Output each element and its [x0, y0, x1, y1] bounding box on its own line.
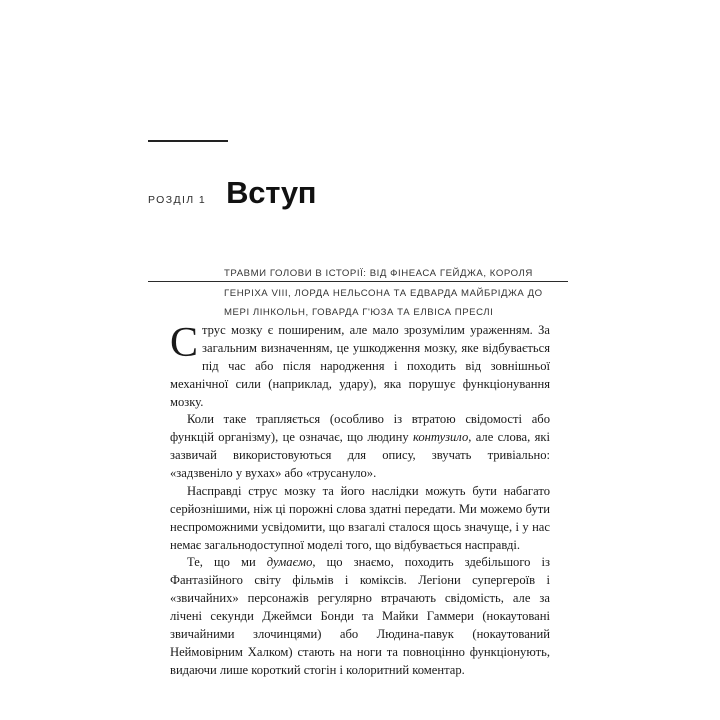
chapter-title-row — [148, 156, 568, 230]
paragraph-1-text: трус мозку є поширеним, але мало зрозумілим ураженням. За загальним визначенням, це ушкодження мозку, яке відбувається під час або після народження і походить від зовнішньої механічної сили (наприклад, удару), яка порушує функціонування мозку. — [170, 323, 550, 409]
chapter-number-label: РОЗДІЛ 1 — [148, 193, 207, 206]
paragraph-3: Насправді струс мозку та його наслідки можуть бути набагато серйознішими, ніж ці порожні слова здатні передати. Ми можемо бути неспроможними усвідомити, що взагалі сталося щось значуще, і у нас немає загальнодоступної моделі того, що відбувається насправді. — [170, 483, 550, 552]
header-bottom-rule — [148, 281, 568, 282]
emphasis: контузило — [412, 430, 469, 445]
paragraph-1 — [170, 322, 550, 411]
body-text — [170, 322, 550, 680]
emphasis: думаємо — [266, 555, 313, 570]
chapter-header — [148, 140, 568, 323]
chapter-subtitle: ТРАВМИ ГОЛОВИ В ІСТОРІЇ: ВІД ФІНЕАСА ГЕЙДЖА, КОРОЛЯ ГЕНРІХА VIII, ЛОРДА НЕЛЬСОНА ТА ЕДВАРДА МАЙБРІДЖА ДО МЕРІ ЛІНКОЛЬН, ГОВАРДА Г'ЮЗА ТА ЕЛВІСА ПРЕСЛІ — [224, 268, 543, 319]
drop-cap: С — [170, 320, 199, 366]
paragraph-2: Коли таке трапляється (особливо із втратою свідомості або функцій організму), це означає, що людину контузило, але слова, які зазвичай використовуються для опису, звучать тривіально: «задзвеніло у вухах» або «трусануло». — [170, 412, 550, 480]
header-top-rule — [148, 140, 228, 142]
paragraph-4: Те, що ми думаємо, що знаємо, походить здебільшого із Фантазійного світу фільмів і коміксів. Легіони супергероїв і «звичайних» персонажів регулярно втрачають свідомість, але за лічені секунди Джеймси Бонди та Майки Гаммери (нокаутовані звичайними злочинцями) або Людина-павук (нокаутований Неймовірним Халком) стають на ноги та повноцінно функціонують, видаючи лише короткий стогін і колоритний коментар. — [170, 555, 550, 677]
page-title: Вступ — [226, 174, 317, 210]
